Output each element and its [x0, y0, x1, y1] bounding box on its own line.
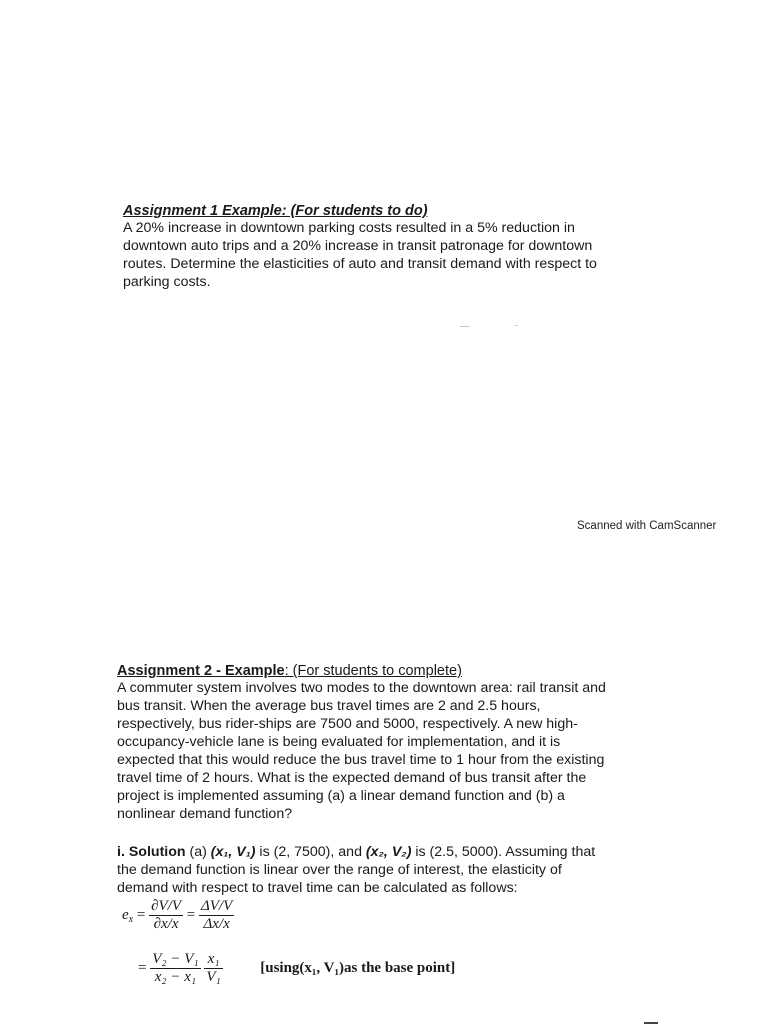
- assignment2-title: [117, 663, 737, 679]
- solution-point-1: (x₁, V₁): [210, 844, 256, 860]
- elasticity-subscript: x: [128, 913, 134, 925]
- difference-fraction: [150, 951, 200, 986]
- assignment1-line-3: routes. Determine the elasticities of auto and transit demand with respect to: [123, 256, 597, 272]
- assignment2-title-main: Assignment 2 - Example: [117, 663, 285, 679]
- solution-point-2: (x₂, V₂): [365, 844, 412, 860]
- scan-artifact-line: [460, 326, 470, 327]
- assignment2-line-8: nonlinear demand function?: [117, 806, 293, 822]
- assignment1-block: [123, 203, 723, 291]
- assignment2-block: [117, 663, 737, 823]
- partial-denominator: ∂x/x: [153, 916, 179, 932]
- delta-numerator: ΔV/V: [200, 898, 233, 914]
- base-ratio-denominator: V₁: [206, 969, 221, 985]
- delta-denominator: Δx/x: [203, 916, 230, 932]
- assignment1-line-1: A 20% increase in downtown parking costs resulted in a 5% reduction in: [123, 220, 575, 236]
- scan-artifact-dot: [515, 325, 518, 326]
- solution-text-2: is (2.5, 5000). Assuming that: [411, 844, 596, 860]
- assignment2-line-3: respectively, bus rider-ships are 7500 and 5000, respectively. A new high-: [117, 716, 578, 732]
- elasticity-equation-row-1: [122, 898, 234, 933]
- assignment2-line-1: A commuter system involves two modes to the downtown area: rail transit and: [117, 680, 606, 696]
- solution-line-1: [117, 843, 737, 861]
- assignment2-title-suffix: : (For students to complete): [284, 663, 462, 679]
- difference-denominator: x₂ − x₁: [154, 969, 197, 985]
- base-point-note: [using(x₁, V₁)as the base point]: [260, 959, 456, 976]
- equals-sign-1: =: [136, 906, 146, 923]
- scanner-watermark: Scanned with CamScanner: [577, 520, 717, 532]
- solution-text-1: is (2, 7500), and: [255, 844, 366, 860]
- solution-block: [117, 843, 737, 897]
- assignment2-line-6: travel time of 2 hours. What is the expected demand of bus transit after the: [117, 770, 587, 786]
- elasticity-symbol: e: [122, 906, 129, 923]
- assignment2-line-5: expected that this would reduce the bus travel time to 1 hour from the existing: [117, 752, 605, 768]
- base-ratio-fraction: [204, 951, 222, 986]
- difference-numerator: V₂ − V₁: [152, 951, 199, 967]
- solution-part-a: (a): [185, 844, 211, 860]
- equals-sign-3: =: [138, 959, 147, 976]
- assignment2-line-2: bus transit. When the average bus travel times are 2 and 2.5 hours,: [117, 698, 541, 714]
- assignment1-title: Assignment 1 Example: (For students to do): [123, 203, 428, 219]
- assignment2-line-7: project is implemented assuming (a) a linear demand function and (b) a: [117, 788, 565, 804]
- solution-line-3: demand with respect to travel time can be calculated as follows:: [117, 880, 518, 896]
- equals-sign-2: =: [186, 906, 196, 923]
- solution-line-2: the demand function is linear over the range of interest, the elasticity of: [117, 862, 562, 878]
- partial-numerator: ∂V/V: [151, 898, 181, 914]
- assignment1-line-4: parking costs.: [123, 274, 211, 290]
- base-ratio-numerator: x₁: [204, 951, 222, 969]
- delta-fraction: [199, 898, 234, 933]
- elasticity-equation-row-2: [138, 951, 455, 986]
- solution-label: i. Solution: [117, 844, 186, 860]
- partial-fraction: [149, 898, 183, 933]
- assignment2-line-4: occupancy-vehicle lane is being evaluated for implementation, and it is: [117, 734, 561, 750]
- assignment1-line-2: downtown auto trips and a 20% increase in transit patronage for downtown: [123, 238, 593, 254]
